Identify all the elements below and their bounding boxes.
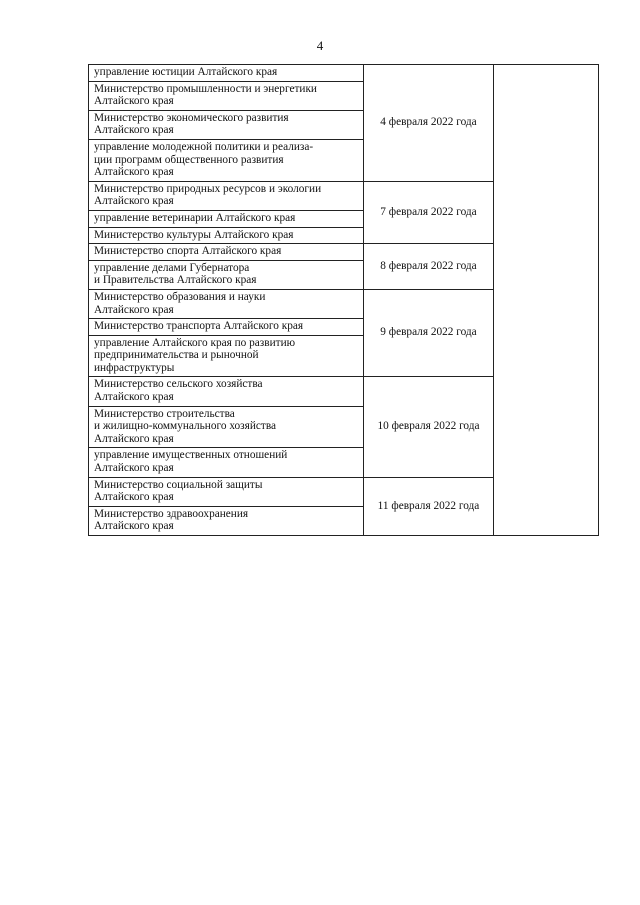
date-cell: 7 февраля 2022 года [364, 181, 494, 243]
department-cell [89, 406, 364, 448]
department-cell [89, 477, 364, 506]
department-name: Министерство спорта Алтайского края [94, 245, 282, 258]
department-name: Министерство сельского хозяйства Алтайского края [94, 378, 263, 404]
department-cell [89, 289, 364, 318]
date-cell: 11 февраля 2022 года [364, 477, 494, 535]
department-cell [89, 377, 364, 406]
date-cell: 10 февраля 2022 года [364, 377, 494, 477]
department-cell [89, 260, 364, 289]
department-cell [89, 227, 364, 244]
date-cell: 8 февраля 2022 года [364, 244, 494, 290]
department-name: Министерство экономического развития Алтайского края [94, 111, 289, 137]
department-name: Министерство культуры Алтайского края [94, 228, 294, 241]
department-cell [89, 244, 364, 261]
department-name: Министерство строительства и жилищно-коммунального хозяйства Алтайского края [94, 407, 277, 445]
department-name: Министерство здравоохранения Алтайского края [94, 507, 249, 533]
department-name: управление Алтайского края по развитию предпринимательства и рыночной инфраструктуры [94, 336, 296, 374]
schedule-table [88, 64, 599, 536]
department-name: Министерство природных ресурсов и экологии Алтайского края [94, 182, 322, 208]
department-cell [89, 81, 364, 110]
department-name: управление молодежной политики и реализа- ции программ общественного развития Алтайского края [94, 140, 314, 179]
department-cell [89, 110, 364, 139]
department-cell [89, 319, 364, 336]
department-name: управление имущественных отношений Алтайского края [94, 449, 288, 475]
department-name: Министерство социальной защиты Алтайского края [94, 478, 263, 504]
department-cell [89, 506, 364, 535]
department-name: управление ветеринарии Алтайского края [94, 211, 296, 224]
department-name: Министерство транспорта Алтайского края [94, 320, 304, 333]
department-name: управление юстиции Алтайского края [94, 66, 278, 78]
department-cell [89, 181, 364, 210]
department-name: Министерство промышленности и энергетики Алтайского края [94, 82, 317, 108]
department-cell [89, 210, 364, 227]
department-cell [89, 335, 364, 377]
department-cell [89, 65, 364, 82]
table-row [89, 65, 599, 82]
schedule-body [89, 65, 599, 536]
date-cell: 9 февраля 2022 года [364, 289, 494, 377]
page-number: 4 [316, 38, 324, 53]
notes-cell [494, 65, 599, 536]
department-name: Министерство образования и науки Алтайского края [94, 290, 266, 316]
department-cell [89, 448, 364, 477]
department-cell [89, 139, 364, 181]
date-cell: 4 февраля 2022 года [364, 65, 494, 182]
department-name: управление делами Губернатора и Правительства Алтайского края [94, 261, 257, 287]
